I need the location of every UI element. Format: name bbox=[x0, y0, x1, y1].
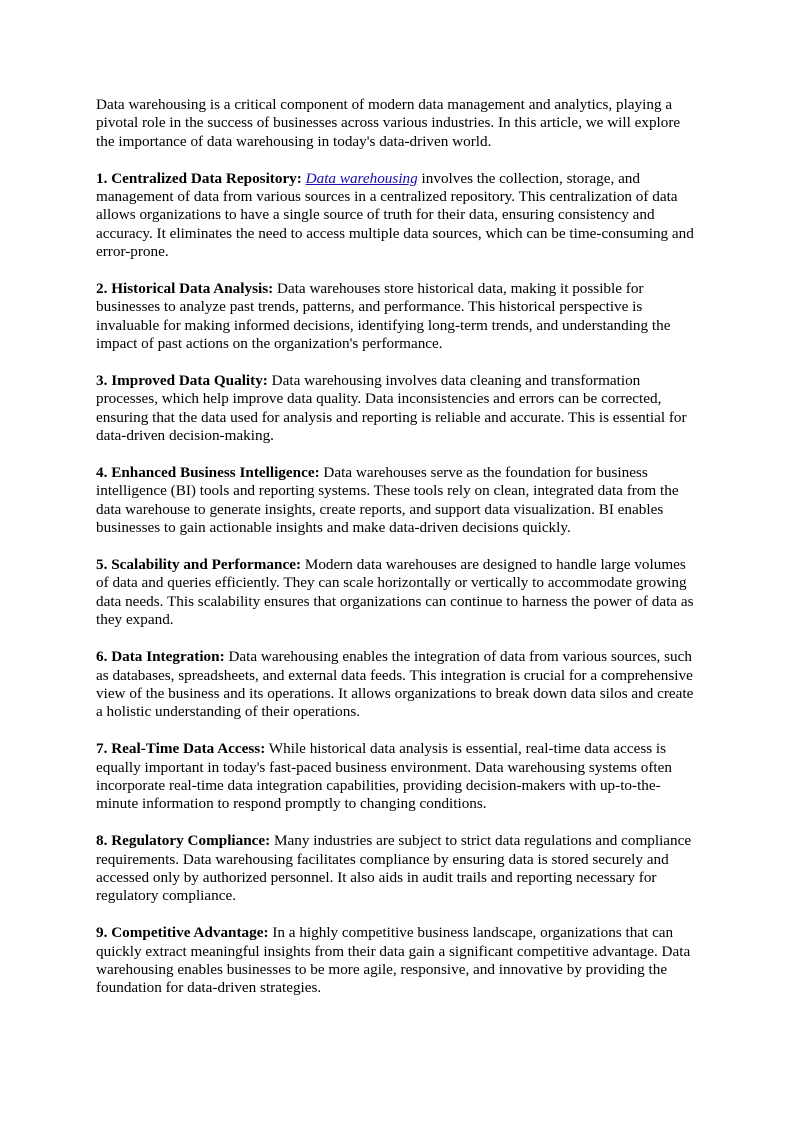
section-heading: 5. Scalability and Performance: bbox=[96, 556, 302, 574]
section-heading: 9. Competitive Advantage: bbox=[96, 924, 269, 942]
section-heading: 8. Regulatory Compliance: bbox=[96, 832, 271, 850]
section-body: While historical data analysis is essential, real-time data access is equally important in today's fast-paced business environment. Data warehousing systems often incorporate real-time data integration capabilities, providing decision-makers with up-to-the-minute information to respond promptly to changing conditions. bbox=[96, 740, 672, 813]
intro-paragraph: Data warehousing is a critical component of modern data management and analytics, playing a pivotal role in the success of businesses across various industries. In this article, we will explore the importance of data warehousing in today's data-driven world. bbox=[96, 96, 681, 150]
section-regulatory-compliance bbox=[96, 832, 700, 906]
section-body: Data warehousing enables the integration of data from various sources, such as databases, spreadsheets, and external data feeds. This integration is crucial for a comprehensive view of the business and its operations. It allows organizations to break down data silos and create a holistic understanding of their operations. bbox=[96, 648, 694, 721]
section-body: Modern data warehouses are designed to handle large volumes of data and queries efficiently. They can scale horizontally or vertically to accommodate growing data needs. This scalability ensures that organizations can continue to harness the power of data as they expand. bbox=[96, 556, 694, 629]
section-heading: 7. Real-Time Data Access: bbox=[96, 740, 266, 758]
section-heading: 4. Enhanced Business Intelligence: bbox=[96, 464, 320, 482]
section-body: In a highly competitive business landscape, organizations that can quickly extract meaningful insights from their data gain a significant competitive advantage. Data warehousing enables businesses to be more agile, responsive, and innovative by providing the foundation for data-driven strategies. bbox=[96, 924, 691, 997]
section-body: Data warehouses store historical data, making it possible for businesses to analyze past trends, patterns, and performance. This historical perspective is invaluable for making informed decisions, identifying long-term trends, and understanding the impact of past actions on the organization's performance. bbox=[96, 280, 671, 353]
section-real-time-access bbox=[96, 740, 700, 814]
section-business-intelligence bbox=[96, 464, 700, 538]
section-scalability bbox=[96, 556, 700, 630]
section-heading: 3. Improved Data Quality: bbox=[96, 372, 268, 390]
section-body: Data warehousing involves data cleaning and transformation processes, which help improve data quality. Data inconsistencies and errors can be corrected, ensuring that the data used for analysis and reporting is reliable and accurate. This is essential for data-driven decision-making. bbox=[96, 372, 687, 445]
section-body: involves the collection, storage, and management of data from various sources in a centralized repository. This centralization of data allows organizations to have a single source of truth for their data, ensuring consistency and accuracy. It eliminates the need to access multiple data sources, which can be time-consuming and error-prone. bbox=[96, 169, 694, 261]
data-warehousing-link[interactable]: Data warehousing bbox=[305, 169, 418, 187]
section-competitive-advantage bbox=[96, 924, 700, 998]
section-centralized-repository bbox=[96, 170, 700, 262]
section-historical-analysis bbox=[96, 280, 700, 354]
section-data-integration bbox=[96, 648, 700, 722]
section-body: Many industries are subject to strict data regulations and compliance requirements. Data warehousing facilitates compliance by ensuring data is stored securely and accessed only by authorized personnel. It also aids in audit trails and reporting necessary for regulatory compliance. bbox=[96, 832, 692, 905]
section-heading: 2. Historical Data Analysis: bbox=[96, 280, 274, 298]
section-body: Data warehouses serve as the foundation for business intelligence (BI) tools and reporting systems. These tools rely on clean, integrated data from the data warehouse to generate insights, create reports, and support data visualization. BI enables businesses to gain actionable insights and make data-driven decisions quickly. bbox=[96, 464, 679, 537]
section-heading: 1. Centralized Data Repository: bbox=[96, 169, 302, 187]
section-data-quality bbox=[96, 372, 700, 446]
section-heading: 6. Data Integration: bbox=[96, 648, 225, 666]
document-page bbox=[96, 96, 700, 1016]
